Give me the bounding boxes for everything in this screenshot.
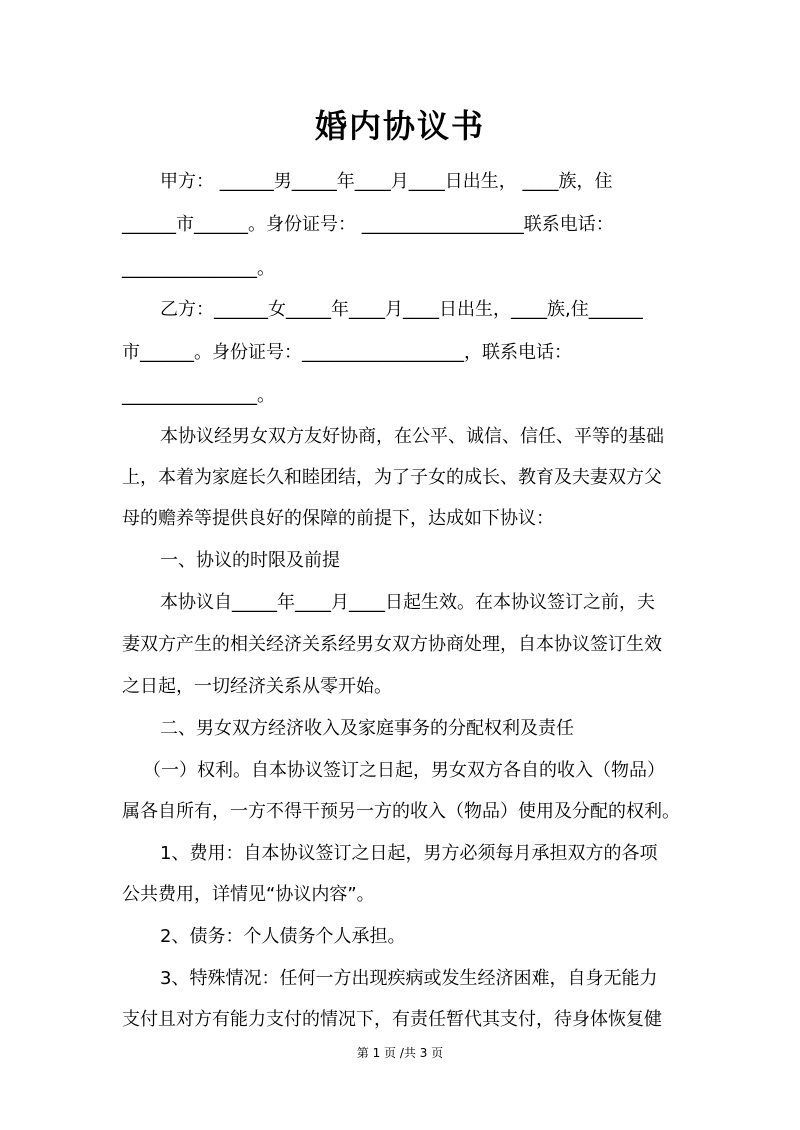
preamble-line-1: 本协议经男女双方友好协商，在公平、诚信、信任、平等的基础 <box>160 426 664 447</box>
section-1-line-1: 本协议自_____年____月____日起生效。在本协议签订之前，夫 <box>160 592 655 613</box>
preamble-line-3: 母的赡养等提供良好的保障的前提下，达成如下协议： <box>122 508 554 529</box>
party-b-line-1: 乙方：______女_____年____月____日出生，____族,住______ <box>160 299 643 320</box>
rights-line-1: （一）权利。自本协议签订之日起，男女双方各自的收入（物品） <box>143 760 665 781</box>
party-b-line-2: 市______。身份证号：__________________，联系电话： <box>122 342 572 363</box>
special-line-1: 3、特殊情况：任何一方出现疾病或发生经济困难，自身无能力 <box>160 968 658 989</box>
section-heading-2: 二、男女双方经济收入及家庭事务的分配权利及责任 <box>160 718 574 739</box>
special-line-2: 支付且对方有能力支付的情况下，有责任暂代其支付，待身体恢复健 <box>122 1009 662 1030</box>
party-b-line-3: _______________。 <box>122 385 275 406</box>
document-title: 婚内协议书 <box>314 107 485 145</box>
party-a-line-1: 甲方： ______男_____年____月____日出生， ____族，住 <box>160 171 613 192</box>
party-a-line-2: ______市______。身份证号： __________________联系电话： <box>122 214 614 235</box>
rights-line-2: 属各自所有，一方不得干预另一方的收入（物品）使用及分配的权利。 <box>122 801 680 822</box>
section-1-line-3: 之日起，一切经济关系从零开始。 <box>122 676 392 697</box>
party-a-line-3: _______________。 <box>122 258 275 279</box>
debt-line: 2、债务：个人债务个人承担。 <box>160 926 406 947</box>
preamble-line-2: 上，本着为家庭长久和睦团结，为了子女的成长、教育及夫妻双方父 <box>122 467 662 488</box>
section-heading-1: 一、协议的时限及前提 <box>160 550 340 571</box>
page-footer: 第 1 页 /共 3 页 <box>356 1046 444 1060</box>
section-1-line-2: 妻双方产生的相关经济关系经男女双方协商处理，自本协议签订生效 <box>122 634 662 655</box>
expenses-line-1: 1、费用：自本协议签订之日起，男方必须每月承担双方的各项 <box>160 843 658 864</box>
expenses-line-2: 公共费用，详情见“协议内容”。 <box>122 884 375 905</box>
